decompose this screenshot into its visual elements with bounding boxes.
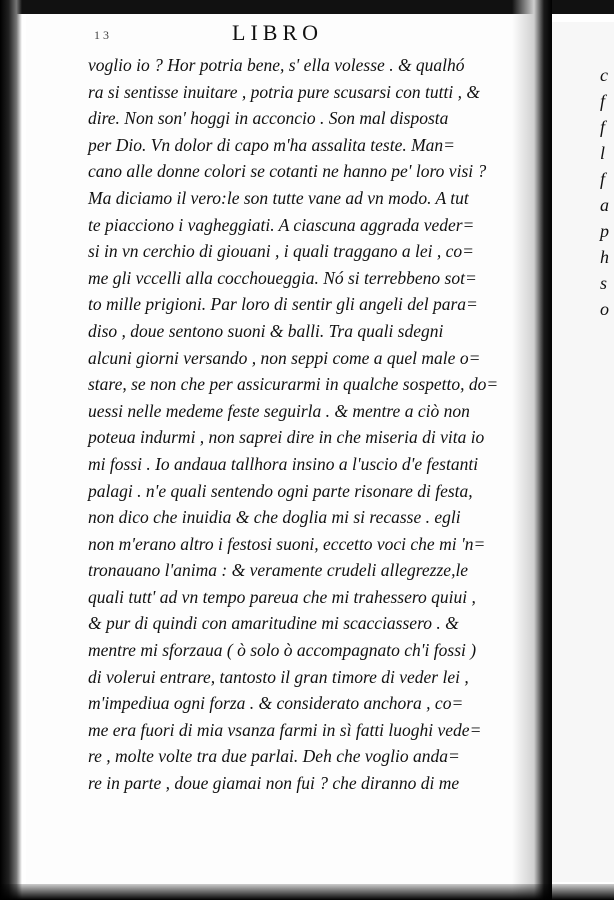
page-body-text — [88, 52, 508, 797]
text-line: di volerui entrare, tantosto il gran timore di veder lei , — [88, 666, 469, 687]
book-gutter-shadow — [512, 0, 552, 900]
text-line: stare, se non che per assicurarmi in qualche sospetto, do= — [88, 374, 499, 395]
text-line: dire. Non son' hoggi in acconcio . Son mal disposta — [88, 108, 449, 129]
text-line: me era fuori di mia vsanza farmi in sì fatti luoghi vede= — [88, 719, 482, 740]
text-line: mi fossi . Io andaua tallhora insino a l'uscio d'e festanti — [88, 453, 479, 474]
text-line: te piacciono i vagheggiati. A ciascuna aggrada veder= — [88, 214, 475, 235]
text-line: diso , doue sentono suoni & balli. Tra quali sdegni — [88, 320, 444, 341]
fragment-char: l — [600, 143, 606, 163]
text-line: & pur di quindi con amaritudine mi scacciassero . & — [88, 613, 459, 634]
text-line: mentre mi sforzaua ( ò solo ò accompagnato ch'i fossi ) — [88, 640, 477, 661]
scan-left-shadow — [0, 0, 22, 900]
text-line: tronauano l'anima : & veramente crudeli allegrezze,le — [88, 560, 469, 581]
text-line: per Dio. Vn dolor di capo m'ha assalita teste. Man= — [88, 134, 455, 155]
text-line: m'impediua ogni forza . & considerato anchora , co= — [88, 693, 464, 714]
text-line: to mille prigioni. Par loro di sentir gli angeli del para= — [88, 294, 478, 315]
text-line: uessi nelle medeme feste seguirla . & mentre a ciò non — [88, 400, 470, 421]
fragment-char: p — [600, 221, 609, 241]
text-line: si in vn cerchio di giouani , i quali traggano a lei , co= — [88, 241, 474, 262]
text-line: quali tutt' ad vn tempo pareua che mi trahessero quiui , — [88, 586, 476, 607]
fragment-char: a — [600, 195, 609, 215]
running-head: LIBRO — [232, 20, 323, 45]
fragment-char: o — [600, 299, 609, 319]
fragment-char: f — [600, 117, 606, 137]
fragment-char: f — [600, 169, 606, 189]
scan-bottom-border — [0, 884, 614, 900]
fragment-char: s — [600, 273, 608, 293]
text-line: re , molte volte tra due parlai. Deh che voglio anda= — [88, 746, 460, 767]
text-line: ra si sentisse inuitare , potria pure scusarsi con tutti , & — [88, 81, 480, 102]
right-page-text-fragment — [600, 62, 614, 322]
page-mark: 1 3 — [94, 28, 109, 42]
text-line: poteua indurmi , non saprei dire in che miseria di vita io — [88, 427, 485, 448]
fragment-char: f — [600, 91, 606, 111]
fragment-char: h — [600, 247, 609, 267]
text-line: non dico che inuidia & che doglia mi si recasse . egli — [88, 507, 461, 528]
text-line: non m'erano altro i festosi suoni, eccetto voci che mi 'n= — [88, 533, 486, 554]
text-line: cano alle donne colori se cotanti ne hanno pe' loro visi ? — [88, 161, 487, 182]
text-line: palagi . n'e quali sentendo ogni parte risonare di festa, — [88, 480, 473, 501]
text-line: alcuni giorni versando , non seppi come a quel male o= — [88, 347, 481, 368]
text-line: Ma diciamo il vero:le son tutte vane ad vn modo. A tut — [88, 187, 469, 208]
text-line: me gli vccelli alla cocchoueggia. Nó si terrebbeno sot= — [88, 267, 477, 288]
text-line: re in parte , doue giamai non fui ? che diranno di me — [88, 773, 460, 794]
text-line: voglio io ? Hor potria bene, s' ella volesse . & qualhó — [88, 55, 465, 75]
fragment-char: c — [600, 65, 608, 85]
